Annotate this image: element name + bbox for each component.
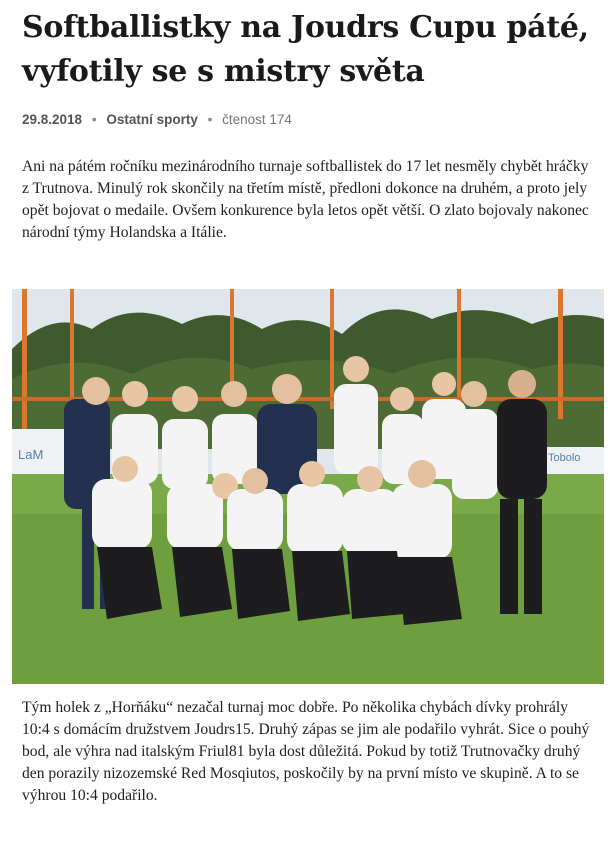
meta-separator: • [91, 112, 97, 127]
article-title: Softballistky na Joudrs Cupu páté, vyfotily se s mistry světa [22, 10, 589, 89]
article-views: čtenost 174 [222, 112, 292, 127]
banner-left-text: LaM [18, 447, 44, 462]
team-photo[interactable] [12, 289, 604, 684]
article-date: 29.8.2018 [22, 112, 83, 127]
team-photo-illustration [12, 289, 604, 684]
article-lead: Ani na pátém ročníku mezinárodního turnaje softballistek do 17 let nesměly chybět hráčky z Trutnova. Minulý rok skončily na třetím místě, předloni dokonce na druhém, a proto jely opět bojovat o medaile. Ovšem konkurence byla letos opět větší. O zlato bojovaly nakonec národní týmy Holandska a Itálie. [22, 158, 589, 241]
article-category-link[interactable]: Ostatní sporty [106, 112, 198, 127]
banner-right-text: Tobolo [548, 452, 581, 464]
article-meta [22, 110, 292, 130]
meta-separator: • [207, 112, 213, 127]
article-body: Tým holek z „Horňáku“ nezačal turnaj moc dobře. Po několika chybách dívky prohrály 10:4 s domácím družstvem Joudrs15. Druhý zápas se jim ale podařilo vyhrát. Sice o pouhý bod, ale výhra nad italským Friul81 byla dost důležitá. Pokud by totiž Trutnovačky druhý den porazily nizozemské Red Mosqiutos, poskočily by na první místo ve skupině. A to se výhrou 10:4 podařilo. [22, 699, 590, 804]
